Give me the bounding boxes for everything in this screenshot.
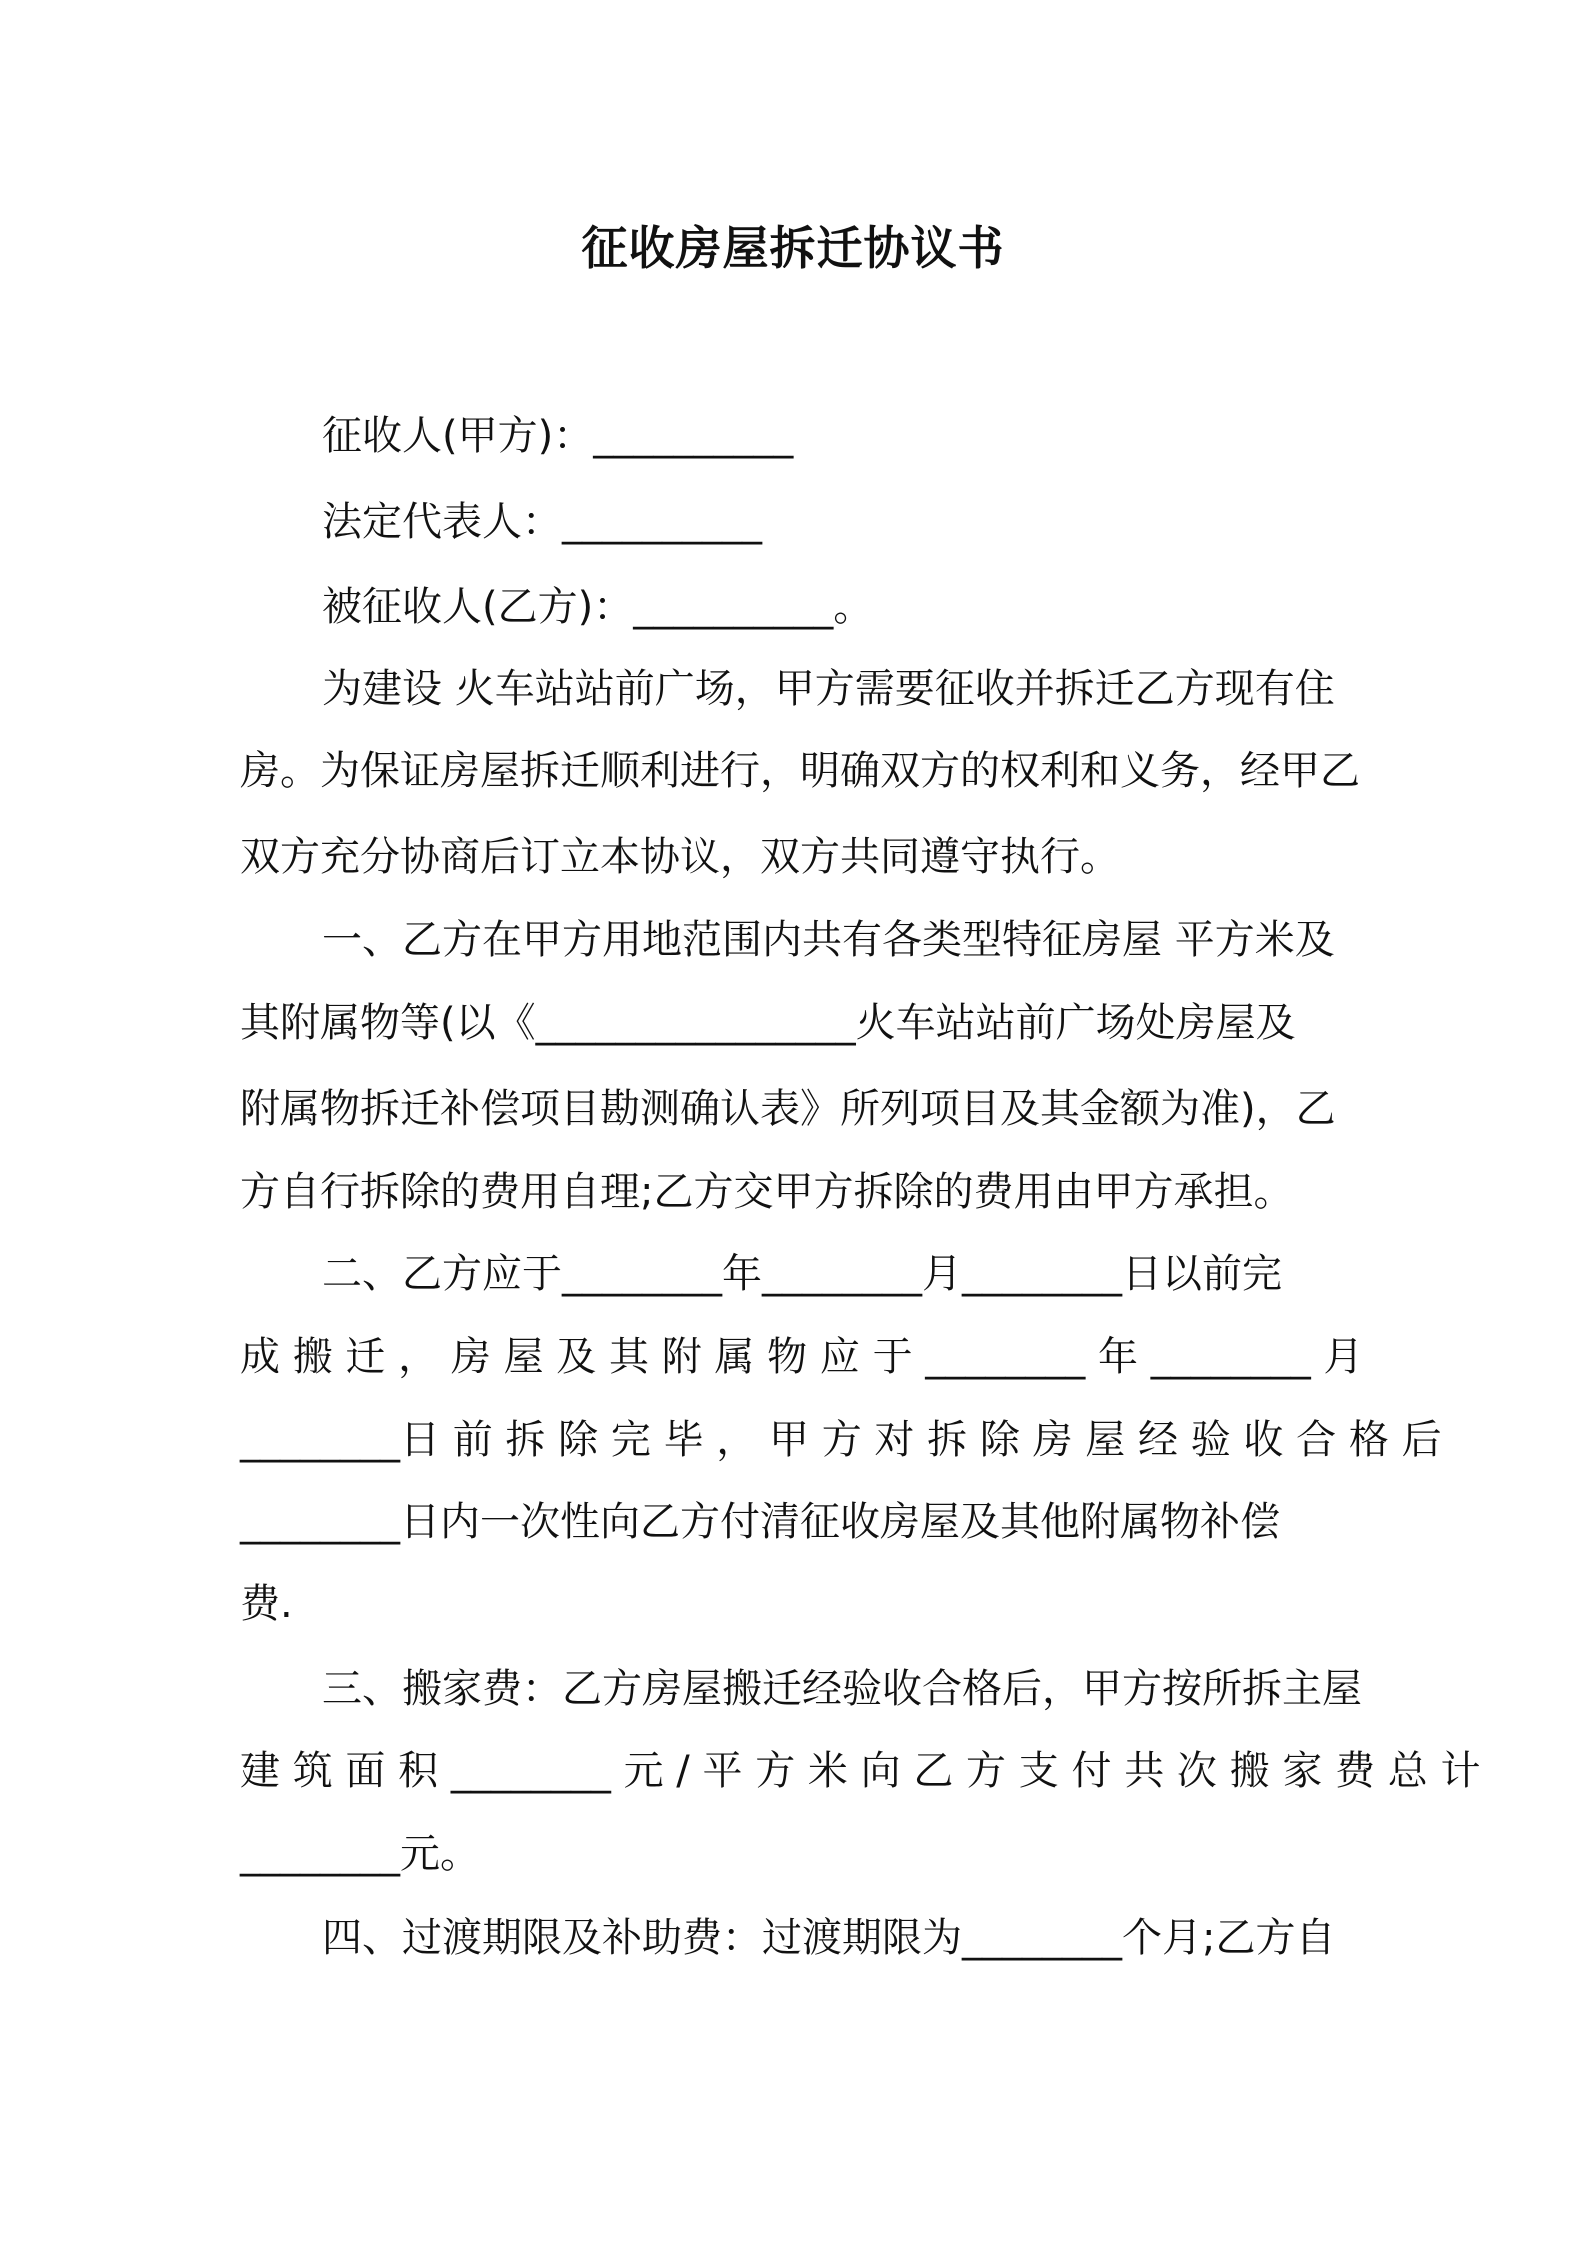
clause-2-line-1: 二、乙方应于________年________月________日以前完 bbox=[322, 1251, 1282, 1297]
preamble-line-2: 房。为保证房屋拆迁顺利进行，明确双方的权利和义务，经甲乙 bbox=[240, 748, 1360, 794]
clause-2-line-2: 成 搬 迁 ， 房 屋 及 其 附 属 物 应 于 ________ 年 ________ 月 bbox=[240, 1334, 1364, 1380]
clause-2-line-3: ________日 前 拆 除 完 毕 ， 甲 方 对 拆 除 房 屋 经 验 收 合 格 后 bbox=[240, 1417, 1442, 1463]
legal-representative-line: 法定代表人：__________ bbox=[322, 499, 762, 545]
clause-3-line-2: 建 筑 面 积 ________ 元 / 平 方 米 向 乙 方 支 付 共 次 搬 家 费 总 计 bbox=[240, 1748, 1481, 1794]
clause-3-line-1: 三、搬家费：乙方房屋搬迁经验收合格后，甲方按所拆主屋 bbox=[322, 1666, 1362, 1712]
clause-1-line-3: 附属物拆迁补偿项目勘测确认表》所列项目及其金额为准)，乙 bbox=[240, 1086, 1336, 1132]
clause-2-line-5: 费. bbox=[240, 1581, 293, 1627]
clause-4-line-1: 四、过渡期限及补助费：过渡期限为________个月;乙方自 bbox=[322, 1915, 1336, 1961]
clause-3-line-3: ________元。 bbox=[240, 1831, 480, 1877]
party-a-line: 征收人(甲方)：__________ bbox=[322, 413, 794, 459]
party-b-line: 被征收人(乙方)：__________。 bbox=[322, 584, 874, 630]
clause-2-line-4: ________日内一次性向乙方付清征收房屋及其他附属物补偿 bbox=[240, 1499, 1280, 1545]
clause-1-line-1: 一、乙方在甲方用地范围内共有各类型特征房屋 平方米及 bbox=[322, 917, 1335, 963]
preamble-line-1: 为建设 火车站站前广场，甲方需要征收并拆迁乙方现有住 bbox=[322, 666, 1335, 712]
preamble-line-3: 双方充分协商后订立本协议，双方共同遵守执行。 bbox=[240, 834, 1120, 880]
clause-1-line-4: 方自行拆除的费用自理;乙方交甲方拆除的费用由甲方承担。 bbox=[240, 1169, 1294, 1215]
document-title: 征收房屋拆迁协议书 bbox=[581, 221, 1005, 275]
clause-1-line-2: 其附属物等(以《________________火车站站前广场处房屋及 bbox=[240, 1000, 1296, 1046]
